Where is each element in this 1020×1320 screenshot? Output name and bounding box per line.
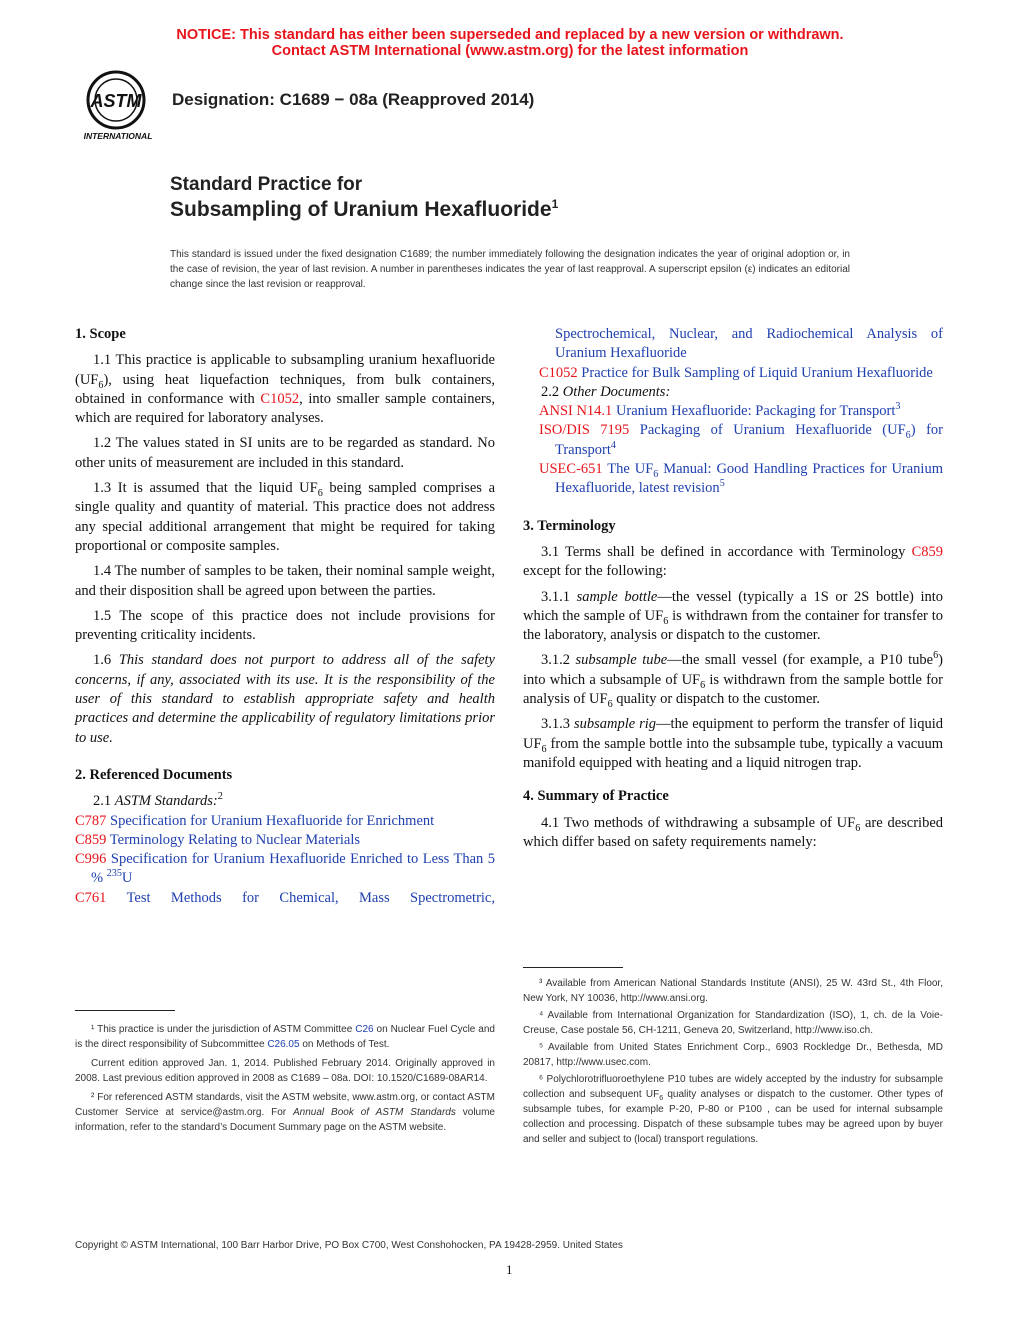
para-1-6: 1.6 This standard does not purport to address all of the safety concerns, if any, associated with its use. It is the responsibility of the user of this standard to establish appropriate safety and health practices and determine the applicability of regulatory limitations prior to use.: [75, 652, 495, 746]
footnotes-right: [523, 976, 943, 1147]
footnote-6: ⁶ Polychlorotrifluoroethylene P10 tubes are widely accepted by the industry for subsample collection and subsequent $UF_6$ quality analyses or dispatch to the customer. Other types of subsample tubes, for example P-20, P-80 or P100 , can be used for internal subsample collection and processing. Dispatch of these subsample tubes may be agreed upon by buyer and seller and subject to (local) transport regulations.: [523, 1074, 944, 1145]
link-c26-05[interactable]: C26.05: [267, 1039, 300, 1050]
para-2-2: 2.2 Other Documents:: [541, 383, 671, 400]
para-3-1-3: 3.1.3 subsample rig—the equipment to perform the transfer of liquid $UF_6$ from the sample bottle into the subsample tube, typically a vacuum manifold equipped with heating and a liquid nitrogen trap.: [523, 716, 943, 771]
para-3-1-2: 3.1.2 subsample tube—the small vessel (for example, a P10 tube$^6$) into which a subsample of $UF_6$ is withdrawn from the sample bottle for analysis of $UF_6$ quality or dispatch to the customer.: [523, 650, 944, 710]
svg-text:INTERNATIONAL: INTERNATIONAL: [83, 131, 153, 141]
footnote-1: ¹ This practice is under the jurisdiction of ASTM Committee C26 on Nuclear Fuel Cycle and is the direct responsibility of Subcommittee C26.05 on Methods of Test.: [75, 1024, 495, 1050]
page-number: 1: [506, 1262, 513, 1277]
para-1-4: 1.4 The number of samples to be taken, their nominal sample weight, and their disposition shall be agreed upon between the parties.: [75, 563, 495, 599]
para-3-1-1: 3.1.1 sample bottle—the vessel (typically a 1S or 2S bottle) into which the sample of $UF_6$ is withdrawn from the container for transfer to the laboratory, analysis or dispatch to the customer.: [523, 588, 944, 644]
designation: Designation: C1689 − 08a (Reapproved 2014): [172, 90, 535, 109]
para-2-1: 2.1 ASTM Standards:$^2$: [93, 791, 223, 810]
ref-item-ansi[interactable]: ANSI N14.1 Uranium Hexafluoride: Packaging for Transport$^3$: [539, 401, 901, 420]
svg-text:ASTM: ASTM: [90, 91, 142, 111]
right-column: [523, 325, 943, 858]
notice-line-1: NOTICE: This standard has either been superseded and replaced by a new version or withdrawn.: [176, 27, 844, 43]
para-1-3: 1.3 It is assumed that the liquid $UF_6$ being sampled comprises a single quality and quantity of material. This practice does not address any special additional arrangement that might be required for taking proportional or composite samples.: [75, 480, 496, 554]
footnotes-left: [75, 1022, 495, 1135]
link-c26[interactable]: C26: [355, 1024, 374, 1035]
left-column: [75, 325, 495, 908]
ref-item-c996[interactable]: C996 Specification for Uranium Hexafluoride Enriched to Less Than 5 % $^{235}$U: [75, 851, 495, 887]
section-heading-terminology: 3. Terminology: [523, 517, 616, 534]
ref-item-c761-part2[interactable]: Spectrochemical, Nuclear, and Radiochemical Analysis of Uranium Hexafluoride: [555, 326, 943, 362]
para-1-1: 1.1 This practice is applicable to subsampling uranium hexafluoride $(UF_6)$, using heat liquefaction techniques, from bulk containers, obtained in conformance with C1052, into smaller sample containers, which are required for laboratory analyses.: [75, 352, 495, 427]
link-c859[interactable]: C859: [911, 543, 943, 560]
ref-item-c761-part1[interactable]: C761 Test Methods for Chemical, Mass Spectrometric,: [75, 889, 495, 906]
section-heading-scope: 1. Scope: [75, 326, 126, 342]
footnote-2: ² For referenced ASTM standards, visit the ASTM website, www.astm.org, or contact ASTM Customer Service at service@astm.org. For Annual Book of ASTM Standards volume information, refer to the standard’s Document Summary page on the ASTM website.: [75, 1092, 495, 1133]
issuance-statement: This standard is issued under the fixed designation C1689; the number immediately following the designation indicates the year of original adoption or, in the case of revision, the year of last revision. A number in parentheses indicates the year of last reapproval. A superscript epsilon (ε) indicates an editorial change since the last revision or reapproval.: [170, 249, 850, 290]
footnote-1b: Current edition approved Jan. 1, 2014. Published February 2014. Originally approved in 2008. Last previous edition approved in 2008 as C1689 – 08a. DOI: 10.1520/C1689-08AR14.: [75, 1058, 495, 1084]
footnote-rule-left: [75, 1010, 175, 1011]
footnote-3: ³ Available from American National Standards Institute (ANSI), 25 W. 43rd St., 4th Floor, New York, NY 10036, http://www.ansi.org.: [523, 978, 943, 1004]
section-heading-referenced-documents: 2. Referenced Documents: [75, 766, 233, 783]
ref-item-c859[interactable]: C859 Terminology Relating to Nuclear Materials: [75, 831, 361, 848]
section-heading-summary: 4. Summary of Practice: [523, 788, 669, 805]
footnote-4: ⁴ Available from International Organization for Standardization (ISO), 1, ch. de la Voie-Creuse, Case postale 56, CH-1211, Geneva 20, Switzerland, http://www.iso.ch.: [523, 1010, 943, 1036]
title-line-2: Subsampling of Uranium Hexafluoride$^1$: [170, 197, 559, 221]
astm-logo: [74, 70, 160, 142]
link-c1052[interactable]: C1052: [260, 390, 300, 407]
title-line-1: Standard Practice for: [170, 174, 363, 195]
ref-item-c1052[interactable]: C1052 Practice for Bulk Sampling of Liquid Uranium Hexafluoride: [539, 364, 933, 381]
para-1-2: 1.2 The values stated in SI units are to be regarded as standard. No other units of measurement are included in this standard.: [75, 435, 495, 471]
para-3-1: 3.1 Terms shall be defined in accordance with Terminology C859 except for the following:: [523, 543, 943, 580]
ref-item-usec[interactable]: USEC-651 The $UF_6$ Manual: Good Handling Practices for Uranium Hexafluoride, latest revision$^5$: [539, 461, 943, 497]
notice-line-2: Contact ASTM International (www.astm.org) for the latest information: [271, 43, 749, 59]
ref-item-iso[interactable]: ISO/DIS 7195 Packaging of Uranium Hexafluoride $(UF_6)$ for Transport$^4$: [539, 422, 943, 458]
ref-item-c787[interactable]: C787 Specification for Uranium Hexafluoride for Enrichment: [75, 812, 435, 829]
copyright-line: Copyright © ASTM International, 100 Barr Harbor Drive, PO Box C700, West Conshohocken, PA 19428-2959. United States: [75, 1240, 623, 1251]
para-1-5: 1.5 The scope of this practice does not include provisions for preventing criticality incidents.: [75, 607, 495, 644]
footnote-5: ⁵ Available from United States Enrichment Corp., 6903 Rockledge Dr., Bethesda, MD 20817, http://www.usec.com.: [523, 1042, 943, 1068]
footnote-rule-right: [523, 967, 623, 968]
para-4-1: 4.1 Two methods of withdrawing a subsample of $UF_6$ are described which differ based on safety requirements namely:: [523, 814, 944, 850]
